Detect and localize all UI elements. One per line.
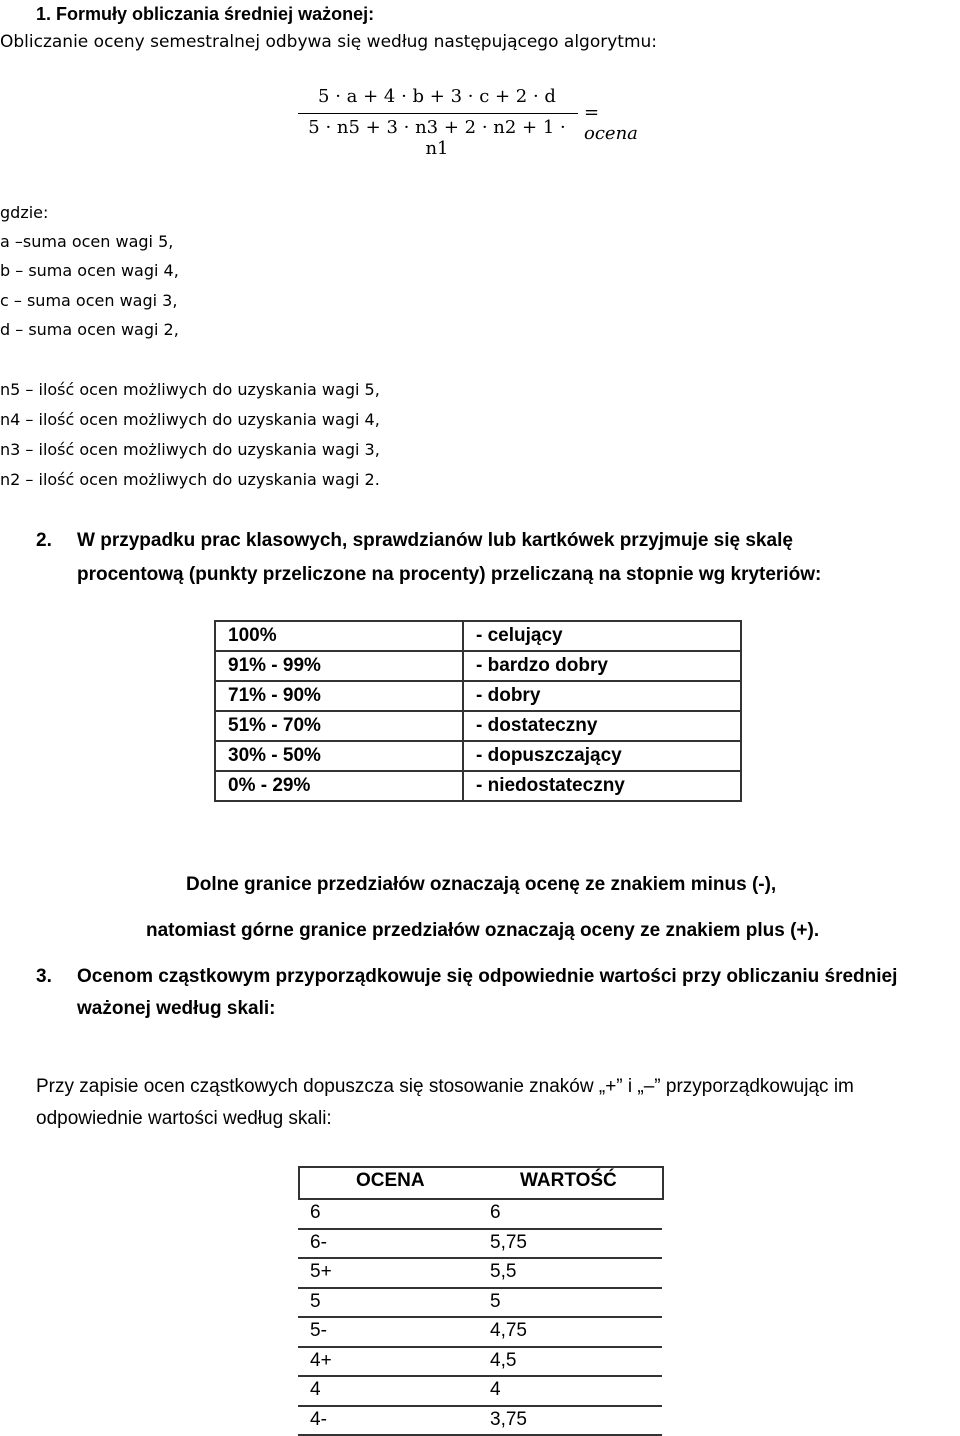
- section-2-line-2: procentową (punkty przeliczone na procenty) przeliczaną na stopnie wg kryteriów:: [77, 564, 822, 585]
- grade-cell: 5: [310, 1290, 321, 1312]
- table-row: [215, 681, 741, 711]
- header-ocena: OCENA: [356, 1170, 425, 1191]
- grade-name: - dostateczny: [463, 711, 741, 741]
- grade-range: 30% - 50%: [215, 741, 463, 771]
- value-cell: 4,5: [490, 1349, 517, 1371]
- variable-c: c – suma ocen wagi 3,: [0, 291, 178, 310]
- table-row: [298, 1257, 662, 1289]
- table-row: [215, 621, 741, 651]
- table-row: [298, 1405, 662, 1436]
- table-header: [298, 1166, 664, 1200]
- grade-cell: 4+: [310, 1349, 332, 1371]
- value-cell: 5: [490, 1290, 501, 1312]
- grade-name: - dopuszczający: [463, 741, 741, 771]
- value-cell: 4,75: [490, 1320, 527, 1341]
- table-row: [215, 771, 741, 801]
- section-3-line-2: ważonej według skali:: [77, 998, 276, 1019]
- grade-cell: 4-: [310, 1408, 327, 1430]
- section-3-number: 3.: [36, 966, 52, 987]
- value-cell: 5,5: [490, 1261, 517, 1282]
- formula-denominator: 5 · n5 + 3 · n3 + 2 · n2 + 1 · n1: [308, 117, 566, 159]
- variable-n3: n3 – ilość ocen możliwych do uzyskania wagi 3,: [0, 440, 380, 459]
- table-row: [298, 1375, 662, 1407]
- grade-cell: 5+: [310, 1261, 332, 1282]
- section-1-heading: 1. Formuły obliczania średniej ważonej:: [36, 4, 375, 24]
- variable-a: a –suma ocen wagi 5,: [0, 232, 174, 251]
- grade-range: 0% - 29%: [215, 771, 463, 801]
- variable-b: b – suma ocen wagi 4,: [0, 261, 179, 280]
- grade-cell: 6-: [310, 1231, 327, 1253]
- grade-name: - dobry: [463, 681, 741, 711]
- grade-cell: 4: [310, 1379, 321, 1400]
- table-row: [298, 1198, 662, 1230]
- grade-cell: 6: [310, 1202, 321, 1223]
- variable-d: d – suma ocen wagi 2,: [0, 320, 179, 339]
- table-row: [298, 1316, 662, 1348]
- table-row: [215, 741, 741, 771]
- where-label: gdzie:: [0, 203, 49, 222]
- grade-name: - bardzo dobry: [463, 651, 741, 681]
- variable-n4: n4 – ilość ocen możliwych do uzyskania wagi 4,: [0, 410, 380, 429]
- table-row: [298, 1346, 662, 1378]
- section-3-line-1: Ocenom cząstkowym przyporządkowuje się odpowiednie wartości przy obliczaniu średniej: [77, 966, 898, 987]
- table-row: [215, 711, 741, 741]
- grade-range: 71% - 90%: [215, 681, 463, 711]
- section-1-intro: Obliczanie oceny semestralnej odbywa się według następującego algorytmu:: [0, 32, 658, 52]
- note-lower-bounds: Dolne granice przedziałów oznaczają ocenę ze znakiem minus (-),: [186, 874, 777, 895]
- value-cell: 4: [490, 1379, 501, 1400]
- variable-n5: n5 – ilość ocen możliwych do uzyskania wagi 5,: [0, 380, 380, 399]
- formula-result: = ocena: [584, 102, 638, 144]
- signs-paragraph-line-1: Przy zapisie ocen cząstkowych dopuszcza się stosowanie znaków „+” i „–” przyporządkowując im: [36, 1076, 854, 1097]
- grade-range: 100%: [215, 621, 463, 651]
- value-cell: 5,75: [490, 1231, 527, 1253]
- signs-paragraph-line-2: odpowiednie wartości według skali:: [36, 1108, 332, 1129]
- value-cell: 6: [490, 1202, 501, 1223]
- grade-range: 91% - 99%: [215, 651, 463, 681]
- section-2-number: 2.: [36, 530, 52, 551]
- variable-n2: n2 – ilość ocen możliwych do uzyskania wagi 2.: [0, 470, 380, 489]
- grade-range: 51% - 70%: [215, 711, 463, 741]
- grade-cell: 5-: [310, 1320, 327, 1341]
- grade-name: - celujący: [463, 621, 741, 651]
- formula-numerator: 5 · a + 4 · b + 3 · c + 2 · d: [318, 86, 556, 107]
- table-row: [298, 1228, 662, 1260]
- note-upper-bounds: natomiast górne granice przedziałów oznaczają oceny ze znakiem plus (+).: [146, 920, 820, 941]
- grade-name: - niedostateczny: [463, 771, 741, 801]
- table-row: [215, 651, 741, 681]
- value-cell: 3,75: [490, 1408, 527, 1430]
- header-wartosc: WARTOŚĆ: [520, 1170, 617, 1191]
- grade-scale-table: [214, 620, 742, 802]
- fraction-bar: [298, 113, 578, 114]
- table-row: [298, 1287, 662, 1319]
- section-2-line-1: W przypadku prac klasowych, sprawdzianów lub kartkówek przyjmuje się skalę: [77, 530, 793, 551]
